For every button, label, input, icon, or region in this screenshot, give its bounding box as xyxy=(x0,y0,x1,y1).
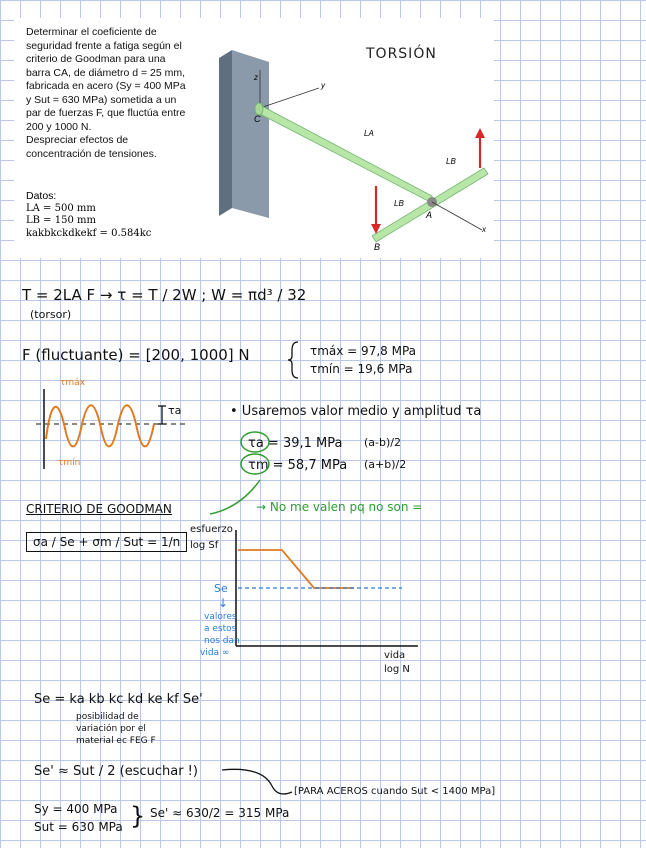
wave-min-label: τmín xyxy=(58,458,81,468)
statement-line: par de fuerzas F, que fluctúa entre xyxy=(26,107,186,119)
label-la: LA xyxy=(364,129,374,138)
force-up-head xyxy=(475,128,485,138)
wave-curve xyxy=(46,405,154,446)
sn-se-label: Se xyxy=(214,582,228,595)
se-result: Se' ≈ 630/2 = 315 MPa xyxy=(150,806,290,820)
tau-a-formula: (a-b)/2 xyxy=(364,436,401,449)
tau-max: τmáx = 97,8 MPa xyxy=(310,344,416,358)
sn-ylabel-1: esfuerzo xyxy=(190,524,233,535)
wall-side xyxy=(219,50,232,216)
statement-line: 200 y 1000 N. xyxy=(26,120,92,133)
brace xyxy=(288,340,300,380)
wave-amp-label: τa xyxy=(168,404,182,417)
label-b: B xyxy=(374,242,381,252)
sy-value: Sy = 400 MPa xyxy=(34,802,118,816)
sn-xlabel-2: log N xyxy=(384,664,410,675)
sn-note-3: nos dan xyxy=(204,636,240,646)
statement-line: criterio de Goodman para una xyxy=(26,53,166,65)
datos-label: Datos: xyxy=(26,190,57,202)
figure-title: TORSIÓN xyxy=(366,46,437,62)
x-axis xyxy=(432,202,482,230)
datos-item: LA = 500 mm xyxy=(26,202,96,214)
bar-ca xyxy=(258,104,434,204)
statement-line: fabricada en acero (Sy = 400 MPa xyxy=(26,80,186,92)
se-formula: Se = ka kb kc kd ke kf Se' xyxy=(34,692,203,707)
goodman-title: CRITERIO DE GOODMAN xyxy=(26,502,172,516)
datos-item: kakbkckdkekf = 0.584kc xyxy=(26,227,152,239)
line-torsor-sub: (torsor) xyxy=(30,308,72,321)
se-prime: Se' ≈ Sut / 2 (escuchar !) xyxy=(34,764,198,779)
statement-line: Despreciar efectos de xyxy=(26,134,129,146)
statement-line: concentración de tensiones. xyxy=(26,147,157,160)
se-note-2: variación por el xyxy=(76,724,146,734)
label-c: C xyxy=(254,114,261,124)
tau-m: τm = 58,7 MPa xyxy=(248,458,348,473)
line-torsor: T = 2LA F → τ = T / 2W ; W = πd³ / 32 xyxy=(22,286,307,304)
sn-arrow: ↓ xyxy=(218,596,229,610)
label-lb: LB xyxy=(394,199,404,208)
torsion-figure xyxy=(14,18,494,258)
label-z: z xyxy=(254,73,258,82)
sn-diagram xyxy=(232,530,422,650)
sn-ylabel-2: log Sf xyxy=(190,540,219,551)
sn-curve xyxy=(238,550,354,588)
statement-line: seguridad frente a fatiga según el xyxy=(26,39,182,52)
goodman-term-m: σm / Sut xyxy=(92,535,144,549)
statement-line: y Sut = 630 MPa) sometida a un xyxy=(26,93,177,106)
sn-note-4: vida ∞ xyxy=(200,648,230,658)
aceros-note: [PARA ACEROS cuando Sut < 1400 MPa] xyxy=(294,786,496,797)
brace-2: } xyxy=(130,802,146,830)
statement-line: Determinar el coeficiente de xyxy=(26,26,157,38)
goodman-equals: = 1/n xyxy=(147,535,181,549)
bullet-note: • Usaremos valor medio y amplitud τa xyxy=(230,404,482,419)
wave-max-label: τmáx xyxy=(60,378,86,388)
wall-face xyxy=(232,50,269,218)
label-lb-2: LB xyxy=(446,157,456,166)
label-y: y xyxy=(321,81,325,90)
sn-xlabel-1: vida xyxy=(384,650,406,661)
statement-line: barra CA, de diámetro d = 25 mm, xyxy=(26,66,186,79)
sut-value: Sut = 630 MPa xyxy=(34,820,123,834)
sn-note-1: valores xyxy=(204,612,237,622)
se-note-1: posibilidad de xyxy=(76,712,139,722)
se-note-3: material ec FEG F xyxy=(76,736,156,746)
tau-min: τmín = 19,6 MPa xyxy=(310,362,413,376)
tau-a: τa = 39,1 MPa xyxy=(248,436,343,451)
label-a: A xyxy=(426,210,433,220)
datos-item: LB = 150 mm xyxy=(26,215,96,226)
sn-note-2: a estos xyxy=(204,624,237,634)
circle-highlights xyxy=(238,430,278,480)
goodman-term-a: σa / Se xyxy=(33,535,75,549)
green-note: → No me valen pq no son = xyxy=(256,500,423,514)
goodman-plus: + xyxy=(78,535,89,549)
tau-m-formula: (a+b)/2 xyxy=(364,458,407,471)
problem-box xyxy=(14,18,494,258)
goodman-formula xyxy=(26,532,187,552)
line-fluctuante: F (fluctuante) = [200, 1000] N xyxy=(22,346,250,364)
label-x: x xyxy=(482,225,486,234)
